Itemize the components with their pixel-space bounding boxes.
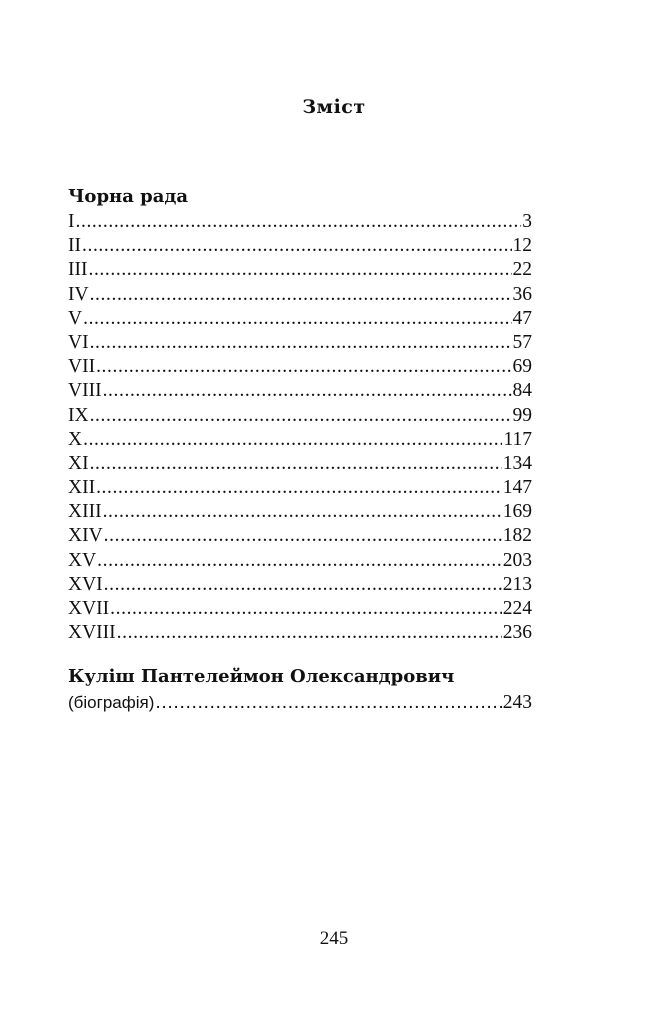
toc-entry-iii[interactable] bbox=[68, 258, 532, 282]
toc-entry-xv[interactable] bbox=[68, 549, 532, 573]
entry-page: 117 bbox=[503, 428, 532, 450]
entry-label: I bbox=[68, 211, 75, 232]
section-heading: Чорна рада bbox=[68, 186, 189, 207]
dot-leader bbox=[110, 597, 502, 621]
dot-leader bbox=[76, 210, 522, 234]
entry-page: 84 bbox=[512, 380, 532, 402]
entry-page: 243 bbox=[502, 692, 532, 713]
dot-leader bbox=[90, 404, 512, 428]
entry-page: 47 bbox=[512, 307, 532, 329]
dot-leader bbox=[83, 428, 502, 452]
entry-label: X bbox=[68, 428, 83, 450]
dot-leader bbox=[88, 258, 511, 282]
dot-leader bbox=[90, 452, 502, 476]
dot-leader bbox=[117, 621, 502, 645]
dot-leader bbox=[96, 476, 502, 500]
dot-leader bbox=[155, 690, 501, 714]
dot-leader bbox=[82, 234, 512, 258]
entry-page: 99 bbox=[512, 404, 532, 426]
entry-page: 12 bbox=[512, 235, 532, 257]
entry-label: XIV bbox=[68, 525, 103, 547]
dot-leader bbox=[104, 573, 502, 597]
section-heading: Куліш Пантелеймон Олександрович bbox=[68, 666, 455, 687]
entry-label: XII bbox=[68, 477, 96, 499]
dot-leader bbox=[90, 283, 512, 307]
entry-label: (біографія) bbox=[68, 693, 155, 712]
entry-label: IV bbox=[68, 283, 89, 305]
entry-label: XVI bbox=[68, 573, 103, 595]
entry-label: VI bbox=[68, 331, 89, 353]
toc-entry-viii[interactable] bbox=[68, 379, 532, 403]
entry-page: 22 bbox=[512, 259, 532, 281]
toc-entry-biography[interactable] bbox=[68, 690, 532, 714]
entry-page: 169 bbox=[502, 501, 532, 523]
toc-entry-i[interactable] bbox=[68, 210, 532, 234]
toc-entry-vii[interactable] bbox=[68, 355, 532, 379]
entry-page: 213 bbox=[502, 573, 532, 595]
entry-page: 147 bbox=[502, 477, 532, 499]
toc-entry-ii[interactable] bbox=[68, 234, 532, 258]
entry-page: 203 bbox=[502, 549, 532, 571]
entry-label: IX bbox=[68, 404, 89, 426]
toc-entry-xiv[interactable] bbox=[68, 524, 532, 548]
toc-entry-xvi[interactable] bbox=[68, 573, 532, 597]
entry-page: 134 bbox=[502, 452, 532, 474]
toc-section-biography bbox=[68, 664, 532, 714]
toc-section-chorna-rada bbox=[68, 184, 532, 645]
toc-entry-xi[interactable] bbox=[68, 452, 532, 476]
entry-label: XV bbox=[68, 549, 97, 571]
entry-label: XVIII bbox=[68, 622, 116, 644]
page-number: 245 bbox=[319, 928, 349, 949]
entry-page: 36 bbox=[512, 283, 532, 305]
toc-entry-xii[interactable] bbox=[68, 476, 532, 500]
toc-entry-vi[interactable] bbox=[68, 331, 532, 355]
entry-page: 182 bbox=[502, 525, 532, 547]
toc-entry-x[interactable] bbox=[68, 428, 532, 452]
entry-label: II bbox=[68, 235, 81, 257]
toc-entry-xvii[interactable] bbox=[68, 597, 532, 621]
entry-label: XVII bbox=[68, 598, 110, 619]
toc-entry-xviii[interactable] bbox=[68, 621, 532, 645]
entry-label: V bbox=[68, 307, 83, 329]
dot-leader bbox=[103, 500, 502, 524]
dot-leader bbox=[83, 307, 511, 331]
page-title: Зміст bbox=[302, 96, 366, 118]
entry-label: VII bbox=[68, 356, 96, 378]
toc-entry-v[interactable] bbox=[68, 307, 532, 331]
dot-leader bbox=[96, 355, 511, 379]
toc-entry-iv[interactable] bbox=[68, 283, 532, 307]
entry-label: XI bbox=[68, 452, 89, 474]
dot-leader bbox=[103, 379, 512, 403]
dot-leader bbox=[90, 331, 512, 355]
entry-page: 69 bbox=[512, 356, 532, 378]
entry-page: 3 bbox=[522, 211, 532, 232]
entry-page: 236 bbox=[502, 622, 532, 644]
toc-entry-xiii[interactable] bbox=[68, 500, 532, 524]
entry-page: 224 bbox=[502, 598, 532, 619]
dot-leader bbox=[104, 524, 502, 548]
toc-entry-ix[interactable] bbox=[68, 404, 532, 428]
entry-label: III bbox=[68, 259, 88, 281]
entry-label: VIII bbox=[68, 380, 102, 402]
dot-leader bbox=[97, 549, 502, 573]
entry-label: XIII bbox=[68, 501, 102, 523]
entry-page: 57 bbox=[512, 331, 532, 353]
